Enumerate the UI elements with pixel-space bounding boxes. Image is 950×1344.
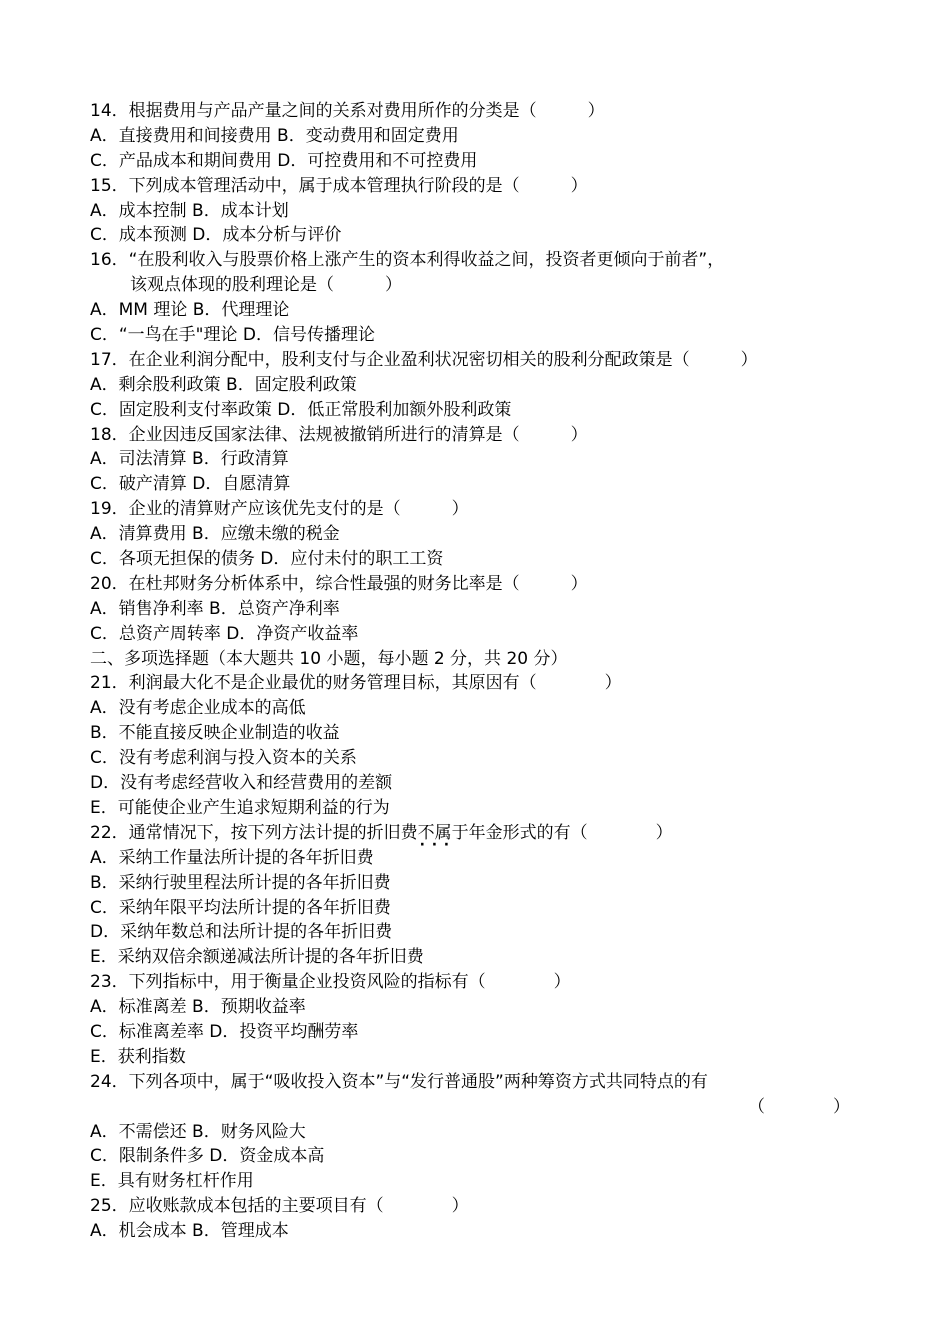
option-line: C．成本预测 D．成本分析与评价: [90, 225, 342, 246]
option-line: A．剩余股利政策 B．固定股利政策: [90, 374, 357, 395]
option-line: A．成本控制 B．成本计划: [90, 200, 289, 221]
option-line: B．不能直接反映企业制造的收益: [90, 723, 340, 744]
option-line: C．破产清算 D．自愿清算: [90, 474, 291, 495]
option-line: A．销售净利率 B．总资产净利率: [90, 598, 340, 619]
option-line: C．“一鸟在手"理论 D．信号传播理论: [90, 325, 375, 346]
option-line: A．机会成本 B．管理成本: [90, 1221, 289, 1242]
option-line: E．采纳双倍余额递减法所计提的各年折旧费: [90, 947, 424, 968]
question-23: 23．下列指标中，用于衡量企业投资风险的指标有（ ）: [90, 972, 571, 993]
question-17: 17．在企业利润分配中，股利支付与企业盈利状况密切相关的股利分配政策是（ ）: [90, 349, 758, 370]
question-20: 20．在杜邦财务分析体系中，综合性最强的财务比率是（ ）: [90, 573, 588, 594]
question-25: 25．应收账款成本包括的主要项目有（ ）: [90, 1196, 469, 1217]
option-line: E．获利指数: [90, 1046, 186, 1067]
section-heading: 二、多项选择题（本大题共 10 小题，每小题 2 分，共 20 分）: [90, 648, 568, 669]
question-21: 21．利润最大化不是企业最优的财务管理目标，其原因有（ ）: [90, 673, 622, 694]
question-16-continued: 该观点体现的股利理论是（ ）: [130, 275, 402, 296]
question-22-tail: 年金形式的有（ ）: [468, 822, 673, 843]
question-22: [90, 821, 860, 846]
option-line: A．清算费用 B．应缴未缴的税金: [90, 524, 340, 545]
option-line: C．没有考虑利润与投入资本的关系: [90, 748, 357, 769]
document-page: [90, 99, 860, 1244]
option-line: A．不需偿还 B．财务风险大: [90, 1121, 306, 1142]
emphasis-dotted-text: 不属于 · · ·: [418, 823, 469, 843]
option-line: C．标准离差率 D．投资平均酬劳率: [90, 1021, 359, 1042]
question-24-answer-paren: （ ）: [748, 1096, 850, 1117]
option-line: A．直接费用和间接费用 B．变动费用和固定费用: [90, 125, 459, 146]
option-line: C．总资产周转率 D．净资产收益率: [90, 623, 359, 644]
question-18: 18．企业因违反国家法律、法规被撤销所进行的清算是（ ）: [90, 424, 588, 445]
question-24: 24．下列各项中，属于“吸收投入资本”与“发行普通股”两种筹资方式共同特点的有: [90, 1071, 708, 1092]
option-line: C．限制条件多 D．资金成本高: [90, 1146, 325, 1167]
option-line: B．采纳行驶里程法所计提的各年折旧费: [90, 872, 391, 893]
question-16: 16．“在股利收入与股票价格上涨产生的资本利得收益之间，投资者更倾向于前者”，: [90, 250, 725, 271]
option-line: C．固定股利支付率政策 D．低正常股利加额外股利政策: [90, 399, 512, 420]
option-line: C．各项无担保的债务 D．应付未付的职工工资: [90, 549, 444, 570]
option-line: A．没有考虑企业成本的高低: [90, 698, 306, 719]
option-line: D．没有考虑经营收入和经营费用的差额: [90, 773, 393, 794]
option-line: C．采纳年限平均法所计提的各年折旧费: [90, 897, 391, 918]
option-line: A．MM 理论 B．代理理论: [90, 300, 290, 321]
question-19: 19．企业的清算财产应该优先支付的是（ ）: [90, 499, 469, 520]
option-line: E．可能使企业产生追求短期利益的行为: [90, 797, 390, 818]
option-line: A．标准离差 B．预期收益率: [90, 997, 306, 1018]
option-line: C．产品成本和期间费用 D．可控费用和不可控费用: [90, 150, 478, 171]
option-line: A．采纳工作量法所计提的各年折旧费: [90, 847, 374, 868]
question-15: 15．下列成本管理活动中，属于成本管理执行阶段的是（ ）: [90, 175, 588, 196]
question-22-text: 22．通常情况下，按下列方法计提的折旧费: [90, 822, 418, 843]
question-14: 14．根据费用与产品产量之间的关系对费用所作的分类是（ ）: [90, 101, 605, 121]
option-line: A．司法清算 B．行政清算: [90, 449, 289, 470]
option-line: E．具有财务杠杆作用: [90, 1171, 254, 1192]
option-line: D．采纳年数总和法所计提的各年折旧费: [90, 922, 393, 943]
